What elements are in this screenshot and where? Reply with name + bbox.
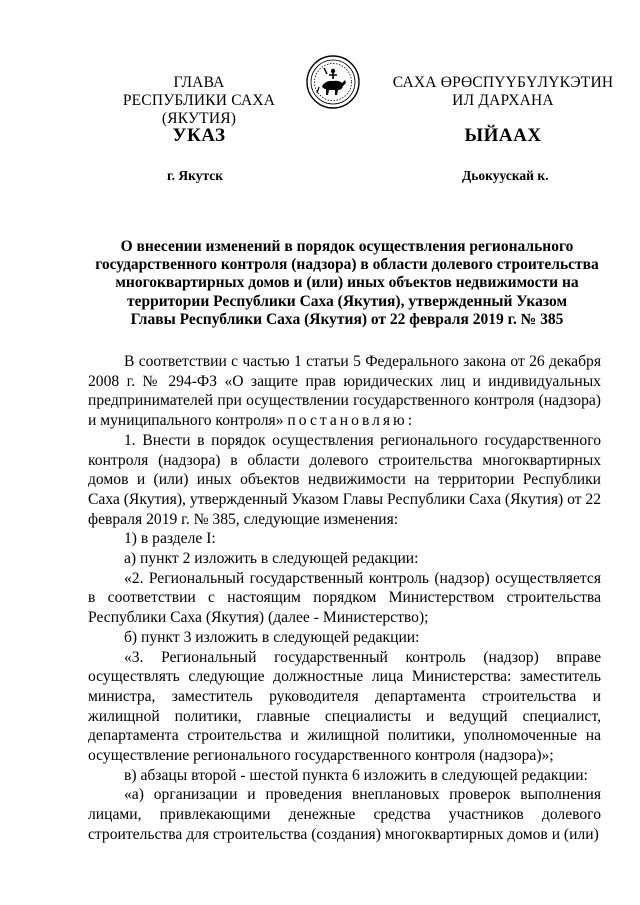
document-title bbox=[88, 238, 606, 329]
header-right bbox=[392, 74, 614, 110]
document-body bbox=[88, 352, 601, 845]
paragraph: «2. Региональный государственный контроль (надзор) осуществляется в соответствии с настоящим порядком Министерством строительства Республики Саха (Якутия) (далее - Министерство); bbox=[88, 569, 601, 627]
city-sakha: Дьокуускай к. bbox=[462, 168, 549, 183]
paragraph: 1. Внести в порядок осуществления регионального государственного контроля (надзора) в области долевого строительства многоквартирных домов и (или) иных объектов недвижимости на территории Республики Саха (Якутия), утвержденный Указом Главы Республики Саха (Якутия) от 22 февраля 2019 г. № 385, следующие изменения: bbox=[88, 431, 601, 528]
title-line: государственного контроля (надзора) в области долевого строительства bbox=[95, 256, 599, 274]
title-line: многоквартирных домов и (или) иных объектов недвижимости на bbox=[115, 274, 579, 292]
paragraph: «а) организации и проведения внеплановых проверок выполнения лицами, привлекающими денежные средства участников долевого строительства для строительства (создания) многоквартирных домов и (или) bbox=[88, 786, 601, 843]
title-line: О внесении изменений в порядок осуществления регионального bbox=[120, 238, 574, 255]
header-right-line2: ИЛ ДАРХАНА bbox=[452, 92, 554, 109]
header-left bbox=[88, 74, 310, 128]
header-left-line2: РЕСПУБЛИКИ САХА (ЯКУТИЯ) bbox=[122, 92, 276, 127]
paragraph: а) пункт 2 изложить в следующей редакции: bbox=[124, 550, 419, 568]
header-right-line1: САХА ӨРӨСПҮҮБҮЛҮКЭТИН bbox=[392, 74, 614, 91]
city-ru: г. Якутск bbox=[167, 168, 224, 183]
coat-of-arms-icon bbox=[305, 54, 361, 110]
paragraph-text: В соответствии с частью 1 статьи 5 Федерального закона от 26 декабря 2008 г. № 294-ФЗ «О защите прав юридических лиц и индивидуальных предпринимателей при осуществлении государственного контроля (надзора) и муниципального контроля» bbox=[88, 353, 601, 430]
decree-title-sakha: ЫЙААХ bbox=[464, 125, 542, 146]
paragraph: 1) в разделе I: bbox=[124, 530, 216, 548]
title-line: Главы Республики Саха (Якутия) от 22 февраля 2019 г. № 385 bbox=[130, 310, 564, 328]
paragraph: «3. Региональный государственный контроль (надзор) вправе осуществлять следующие должностные лица Министерства: заместитель министра, заместитель руководителя департамента строительства и жилищной политики, главные специалисты и ведущий специалист, департамента строительства и жилищной политики, уполномоченные на осуществление регионального государственного контроля (надзора)»; bbox=[88, 648, 601, 765]
resolution-word: постановляю: bbox=[287, 412, 416, 430]
paragraph bbox=[88, 352, 601, 431]
decree-title-ru: УКАЗ bbox=[172, 125, 226, 146]
header-left-line1: ГЛАВА bbox=[173, 74, 225, 91]
paragraph: б) пункт 3 изложить в следующей редакции: bbox=[124, 628, 420, 646]
title-line: территории Республики Саха (Якутия), утвержденный Указом bbox=[126, 292, 568, 310]
paragraph: в) абзацы второй - шестой пункта 6 изложить в следующей редакции: bbox=[124, 766, 588, 784]
